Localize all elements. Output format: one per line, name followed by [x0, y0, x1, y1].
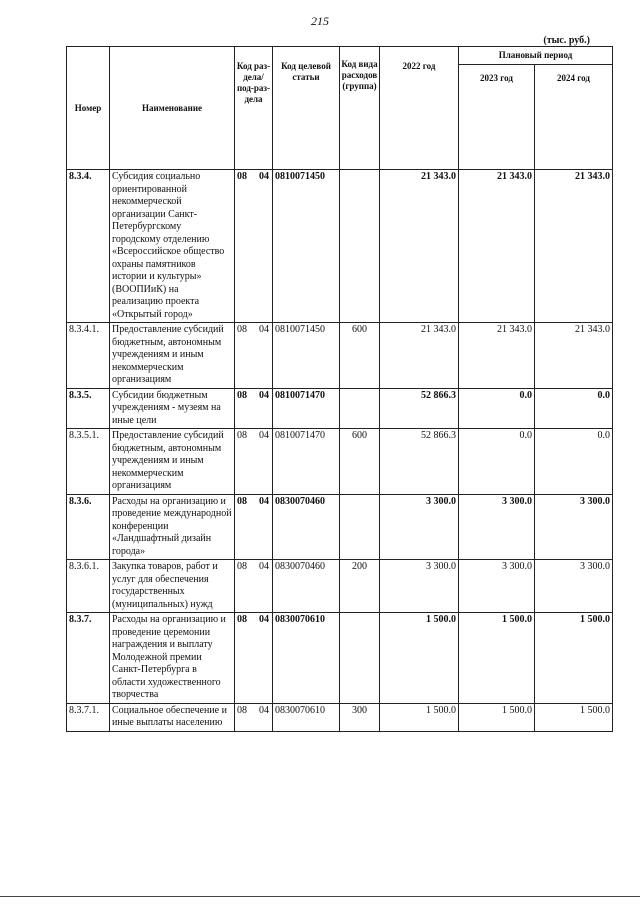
- row-2023-amount: 21 343.0: [459, 170, 535, 323]
- table-row: [67, 494, 613, 560]
- row-2022-amount: 52 866.3: [380, 388, 459, 429]
- row-2023-amount: 0.0: [459, 388, 535, 429]
- header-section: Код раз-дела/ под-раз-дела: [235, 47, 273, 170]
- row-2022-amount: 1 500.0: [380, 703, 459, 731]
- row-name: Субсидия социально ориентированной некоммерческой организации Санкт-Петербургскому городскому отделению «Всероссийское общество охраны памятников истории и культуры» (ВООПИиК) на реализацию проекта «Открытый город»: [110, 170, 235, 323]
- row-name: Социальное обеспечение и иные выплаты населению: [110, 703, 235, 731]
- row-target-code: 0830070610: [273, 613, 340, 704]
- table-row: [67, 429, 613, 495]
- row-number: 8.3.6.1.: [67, 560, 110, 613]
- row-name: Субсидии бюджетным учреждениям - музеям на иные цели: [110, 388, 235, 429]
- header-target: Код целевой статьи: [273, 47, 340, 170]
- subsection-code: 04: [259, 430, 269, 441]
- row-target-code: 0830070610: [273, 703, 340, 731]
- row-expense-type: [340, 170, 380, 323]
- header-2024: 2024 год: [535, 65, 613, 170]
- section-code: 08: [237, 389, 247, 401]
- row-number: 8.3.7.1.: [67, 703, 110, 731]
- row-section-code: [235, 494, 273, 560]
- row-name: Расходы на организацию и проведение церемонии награждения и выплату Молодежной премии Санкт-Петербурга в области художественного творчества: [110, 613, 235, 704]
- row-2024-amount: 21 343.0: [535, 170, 613, 323]
- header-expense-type: Код вида расходов (группа): [340, 47, 380, 170]
- row-2022-amount: 21 343.0: [380, 170, 459, 323]
- row-expense-type: [340, 388, 380, 429]
- row-2024-amount: 1 500.0: [535, 703, 613, 731]
- row-target-code: 0810071450: [273, 323, 340, 389]
- row-expense-type: 600: [340, 323, 380, 389]
- row-name: Предоставление субсидий бюджетным, автономным учреждениям и иным некоммерческим организациям: [110, 323, 235, 389]
- row-2023-amount: 3 300.0: [459, 560, 535, 613]
- row-2022-amount: 21 343.0: [380, 323, 459, 389]
- section-code: 08: [237, 171, 247, 182]
- row-2024-amount: 3 300.0: [535, 494, 613, 560]
- row-section-code: [235, 560, 273, 613]
- row-expense-type: 300: [340, 703, 380, 731]
- row-2022-amount: 3 300.0: [380, 560, 459, 613]
- row-number: 8.3.5.1.: [67, 429, 110, 495]
- row-section-code: [235, 429, 273, 495]
- row-2023-amount: 1 500.0: [459, 703, 535, 731]
- row-2024-amount: 0.0: [535, 429, 613, 495]
- table-row: [67, 613, 613, 704]
- table-row: [67, 388, 613, 429]
- row-target-code: 0810071450: [273, 170, 340, 323]
- section-code: 08: [237, 495, 247, 507]
- row-2022-amount: 52 866.3: [380, 429, 459, 495]
- row-number: 8.3.6.: [67, 494, 110, 560]
- row-2022-amount: 3 300.0: [380, 494, 459, 560]
- row-target-code: 0810071470: [273, 429, 340, 495]
- section-code: 08: [237, 704, 247, 716]
- subsection-code: 04: [259, 704, 269, 716]
- row-name: Расходы на организацию и проведение международной конференции «Ландшафтный дизайн города»: [110, 494, 235, 560]
- section-code: 08: [237, 614, 247, 625]
- row-2024-amount: 1 500.0: [535, 613, 613, 704]
- section-code: 08: [237, 561, 247, 572]
- row-expense-type: [340, 613, 380, 704]
- subsection-code: 04: [259, 495, 269, 507]
- row-name: Закупка товаров, работ и услуг для обеспечения государственных (муниципальных) нужд: [110, 560, 235, 613]
- row-name: Предоставление субсидий бюджетным, автономным учреждениям и иным некоммерческим организациям: [110, 429, 235, 495]
- table-row: [67, 560, 613, 613]
- row-2023-amount: 21 343.0: [459, 323, 535, 389]
- units-label: (тыс. руб.): [543, 35, 590, 46]
- section-code: 08: [237, 324, 247, 335]
- row-2023-amount: 0.0: [459, 429, 535, 495]
- subsection-code: 04: [259, 614, 269, 625]
- subsection-code: 04: [259, 324, 269, 335]
- budget-table: [66, 46, 613, 732]
- row-section-code: [235, 703, 273, 731]
- header-2022: 2022 год: [380, 47, 459, 170]
- row-expense-type: 200: [340, 560, 380, 613]
- row-2023-amount: 3 300.0: [459, 494, 535, 560]
- row-section-code: [235, 388, 273, 429]
- subsection-code: 04: [259, 561, 269, 572]
- page-number: 215: [311, 14, 329, 28]
- table-body: [67, 170, 613, 732]
- row-number: 8.3.5.: [67, 388, 110, 429]
- row-number: 8.3.4.1.: [67, 323, 110, 389]
- header-number: Номер: [67, 47, 110, 170]
- row-number: 8.3.7.: [67, 613, 110, 704]
- table-row: [67, 703, 613, 731]
- row-section-code: [235, 170, 273, 323]
- row-number: 8.3.4.: [67, 170, 110, 323]
- subsection-code: 04: [259, 171, 269, 182]
- table-row: [67, 323, 613, 389]
- bottom-rule: [0, 896, 640, 897]
- row-expense-type: [340, 494, 380, 560]
- row-2024-amount: 0.0: [535, 388, 613, 429]
- row-target-code: 0830070460: [273, 494, 340, 560]
- table-row: [67, 170, 613, 323]
- row-2024-amount: 3 300.0: [535, 560, 613, 613]
- section-code: 08: [237, 430, 247, 441]
- header-row: [67, 47, 613, 65]
- header-2023: 2023 год: [459, 65, 535, 170]
- header-planning-period: Плановый период: [459, 47, 613, 65]
- subsection-code: 04: [259, 389, 269, 401]
- row-expense-type: 600: [340, 429, 380, 495]
- row-target-code: 0830070460: [273, 560, 340, 613]
- header-name: Наименование: [110, 47, 235, 170]
- row-2024-amount: 21 343.0: [535, 323, 613, 389]
- row-section-code: [235, 613, 273, 704]
- row-target-code: 0810071470: [273, 388, 340, 429]
- row-2023-amount: 1 500.0: [459, 613, 535, 704]
- row-section-code: [235, 323, 273, 389]
- row-2022-amount: 1 500.0: [380, 613, 459, 704]
